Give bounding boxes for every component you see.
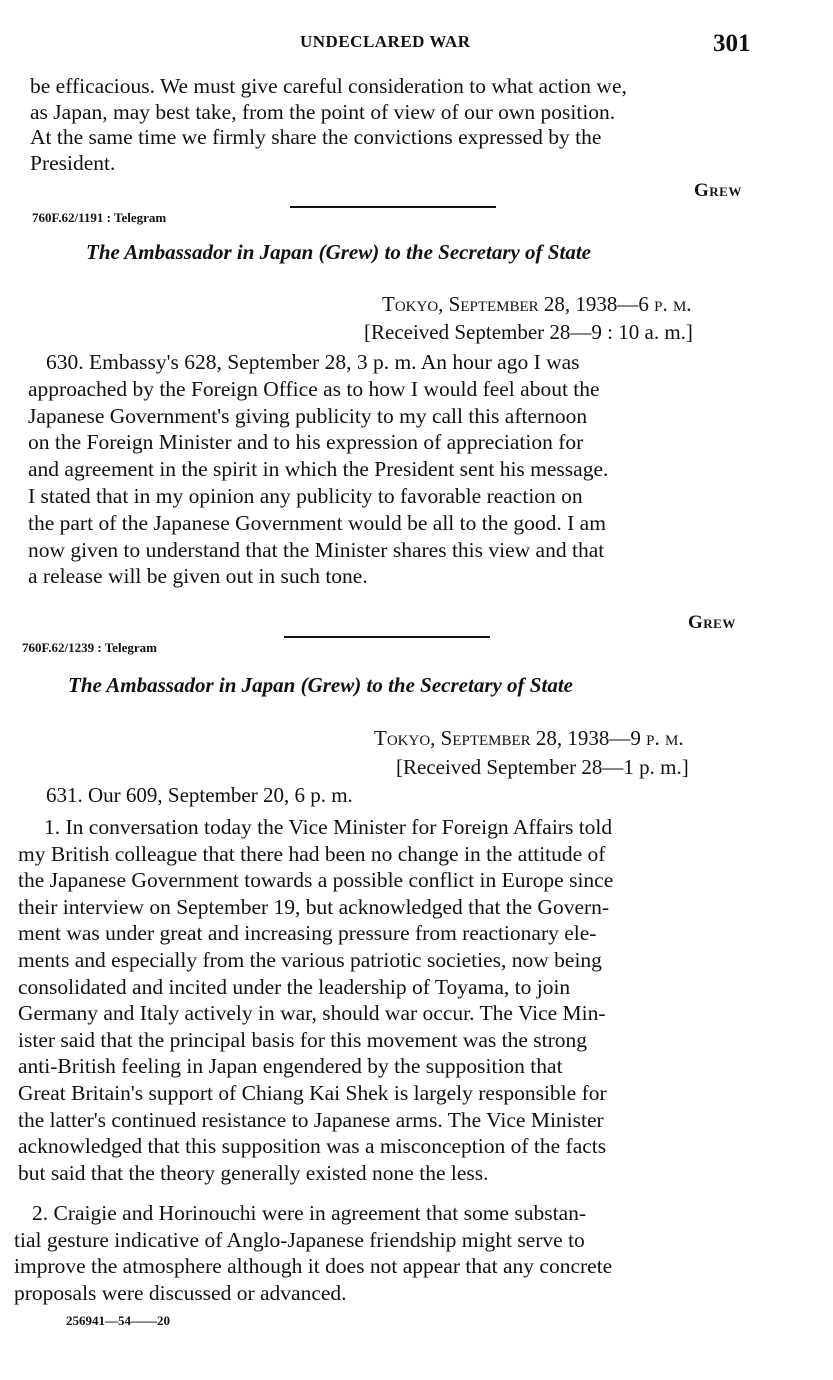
page-number: 301 [713,30,751,57]
text-line: and agreement in the spirit in which the President sent his message. [28,457,609,482]
text-line: Japanese Government's giving publicity to my call this afternoon [28,403,588,428]
document-id: 760F.62/1239 : Telegram [22,640,157,655]
text-line: President. [30,150,116,175]
telegram-opening: 631. Our 609, September 20, 6 p. m. [46,783,353,807]
running-header: UNDECLARED WAR [300,32,471,51]
text-line: as Japan, may best take, from the point of view of our own position. [30,99,616,124]
document-id: 760F.62/1191 : Telegram [32,210,167,225]
text-line: proposals were discussed or advanced. [14,1280,347,1305]
text-line: improve the atmosphere although it does not appear that any concrete [14,1254,613,1279]
document-title: The Ambassador in Japan (Grew) to the Secretary of State [86,240,591,264]
text-line: Great Britain's support of Chiang Kai Shek is largely responsible for [18,1080,607,1105]
text-line: I stated that in my opinion any publicity to favorable reaction on [28,483,583,508]
text-line: At the same time we firmly share the convictions expressed by the [30,125,602,149]
signature: Grew [688,612,736,633]
text-line: 1. In conversation today the Vice Minister for Foreign Affairs told [44,815,613,839]
dateline: Tokyo, September 28, 1938—9 p. m. [374,726,684,750]
text-line: ment was under great and increasing pressure from reactionary ele- [18,921,597,946]
top-paragraph [30,74,765,176]
print-code-footer: 256941—54——20 [66,1313,170,1328]
document-title: The Ambassador in Japan (Grew) to the Secretary of State [68,673,573,697]
text-line: their interview on September 19, but acknowledged that the Govern- [18,894,610,919]
text-line: acknowledged that this supposition was a misconception of the facts [18,1134,607,1159]
text-line: consolidated and incited under the leadership of Toyama, to join [18,974,571,999]
section-divider [284,636,490,638]
received-line: [Received September 28—1 p. m.] [396,755,689,779]
text-line: ments and especially from the various patriotic societies, now being [18,947,602,972]
received-line: [Received September 28—9 : 10 a. m.] [364,320,693,344]
text-line: on the Foreign Minister and to his expression of appreciation for [28,430,584,455]
text-line: the part of the Japanese Government would be all to the good. I am [28,510,606,535]
text-line: my British colleague that there had been no change in the attitude of [18,841,606,866]
text-line: be efficacious. We must give careful consideration to what action we, [30,74,627,98]
dateline: Tokyo, September 28, 1938—6 p. m. [382,292,692,316]
text-line: tial gesture indicative of Anglo-Japanese friendship might serve to [14,1227,585,1252]
signature: Grew [694,180,742,201]
text-line: 630. Embassy's 628, September 28, 3 p. m. An hour ago I was [46,350,580,374]
telegram-630-body [28,349,750,590]
section-divider [290,206,496,208]
telegram-631-paragraph-1 [18,814,746,1186]
text-line: ister said that the principal basis for this movement was the strong [18,1027,588,1052]
text-line: approached by the Foreign Office as to how I would feel about the [28,376,600,401]
text-line: 2. Craigie and Horinouchi were in agreement that some substan- [32,1201,587,1225]
text-line: but said that the theory generally existed none the less. [18,1160,489,1185]
text-line: the Japanese Government towards a possible conflict in Europe since [18,868,614,893]
telegram-631-paragraph-2 [14,1200,740,1306]
text-line: a release will be given out in such tone. [28,564,368,589]
text-line: Germany and Italy actively in war, should war occur. The Vice Min- [18,1001,606,1026]
text-line: the latter's continued resistance to Japanese arms. The Vice Minister [18,1107,604,1132]
text-line: now given to understand that the Minister shares this view and that [28,537,605,562]
text-line: anti-British feeling in Japan engendered by the supposition that [18,1054,563,1079]
